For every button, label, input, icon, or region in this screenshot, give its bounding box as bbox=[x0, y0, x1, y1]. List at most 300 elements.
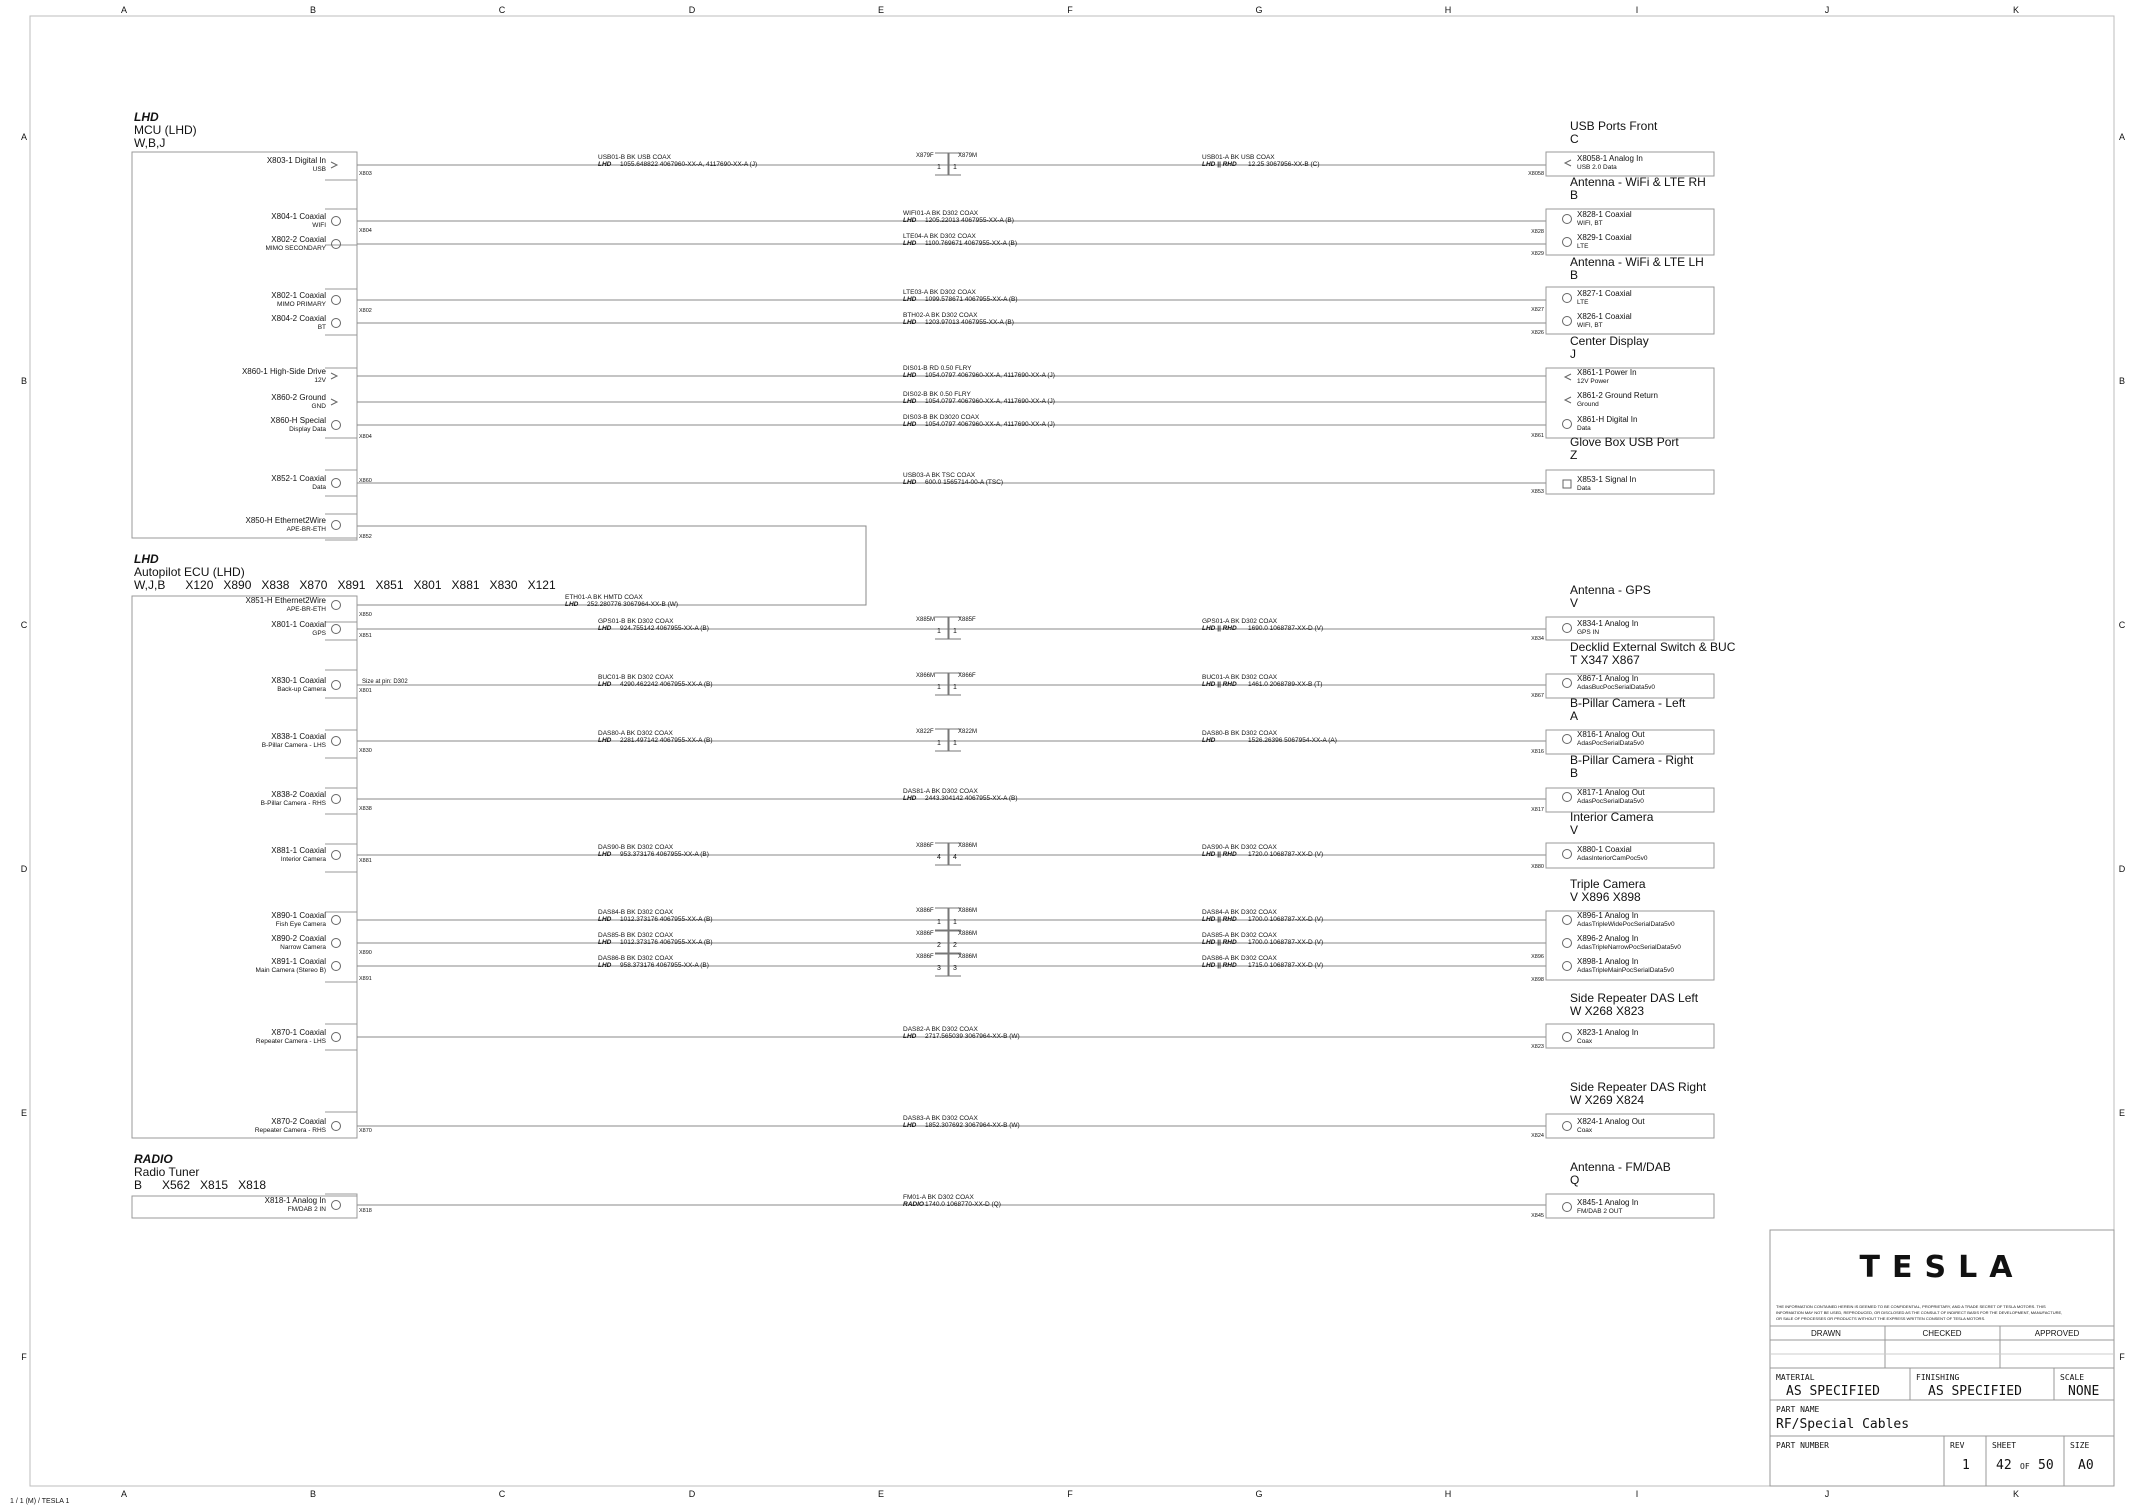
connector-ref: X881 bbox=[359, 858, 372, 864]
wire-spec: DIS02-B BK 0.50 FLRY bbox=[903, 391, 971, 398]
device-options: V bbox=[1570, 823, 1579, 837]
pin-signal: Data bbox=[1577, 485, 1591, 492]
wire-spec: DAS84-B BK D302 COAX bbox=[598, 909, 674, 916]
wire-length-part: 1740.0 1068770-XX-D (Q) bbox=[925, 1201, 1001, 1208]
pin-signal: 12V Power bbox=[1577, 378, 1609, 385]
group-tag: RADIO bbox=[134, 1152, 173, 1166]
connector-ref: X867 bbox=[1531, 693, 1544, 699]
wire-spec: LTE04-A BK D302 COAX bbox=[903, 233, 976, 240]
pin-signal: Data bbox=[312, 484, 326, 491]
device-options: B bbox=[1570, 766, 1579, 780]
pin-signal: BT bbox=[317, 324, 326, 331]
inline-connector-ref: X879F bbox=[916, 153, 934, 159]
wire-length-part: 252.280776 3067964-XX-B (W) bbox=[587, 601, 679, 608]
inline-pin-number: 1 bbox=[953, 919, 957, 926]
pin-name: X801-1 Coaxial bbox=[271, 620, 326, 629]
checked-label: CHECKED bbox=[1922, 1329, 1962, 1338]
wire-harness: LHD || RHD bbox=[1202, 939, 1237, 946]
pin-name: X838-1 Coaxial bbox=[271, 732, 326, 741]
wire-spec: DAS86-B BK D302 COAX bbox=[598, 955, 674, 962]
wire-harness: LHD || RHD bbox=[1202, 625, 1237, 632]
pin-name: X802-1 Coaxial bbox=[271, 291, 326, 300]
grid-col-label: I bbox=[1635, 1489, 1639, 1499]
pin-name: X898-1 Analog In bbox=[1577, 957, 1639, 966]
group-tag: LHD bbox=[134, 552, 159, 566]
pin-name: X896-1 Analog In bbox=[1577, 911, 1639, 920]
device-title: USB Ports Front bbox=[1570, 119, 1658, 133]
grid-row-label: F bbox=[21, 1352, 27, 1362]
device-options: Z bbox=[1570, 448, 1578, 462]
pin-signal: MIMO PRIMARY bbox=[277, 301, 326, 308]
footer-note: 1 / 1 (M) / TESLA 1 bbox=[10, 1498, 70, 1505]
wire-harness: LHD || RHD bbox=[1202, 161, 1237, 168]
wire-spec: BUC01-A BK D302 COAX bbox=[1202, 674, 1278, 681]
pin-name: X804-2 Coaxial bbox=[271, 314, 326, 323]
group-options: W,B,J bbox=[134, 136, 166, 150]
wire-length-part: 953.373176 4067955-XX-A (B) bbox=[620, 851, 709, 858]
inline-pin-number: 1 bbox=[937, 684, 941, 691]
pin-name: X802-2 Coaxial bbox=[271, 235, 326, 244]
inline-connector-ref: X822M bbox=[958, 729, 978, 735]
wire-spec: DAS83-A BK D302 COAX bbox=[903, 1115, 978, 1122]
pin-signal: MIMO SECONDARY bbox=[265, 245, 326, 252]
device-title: Side Repeater DAS Left bbox=[1570, 991, 1699, 1005]
inline-pin-number: 2 bbox=[953, 942, 957, 949]
grid-col-label: K bbox=[2012, 1489, 2020, 1499]
grid-row-label: C bbox=[2118, 620, 2126, 630]
sheet-of: OF bbox=[2020, 1462, 2030, 1471]
device-title: Center Display bbox=[1570, 334, 1649, 348]
inline-connector-ref: X886F bbox=[916, 843, 934, 849]
pin-name: X827-1 Coaxial bbox=[1577, 289, 1632, 298]
connector-ref: X830 bbox=[359, 748, 372, 754]
connector-ref: X834 bbox=[1531, 636, 1544, 642]
wire-harness: LHD bbox=[903, 372, 917, 379]
device-options: T X347 X867 bbox=[1570, 653, 1640, 667]
wire-spec: FM01-A BK D302 COAX bbox=[903, 1194, 974, 1201]
wire-harness: LHD || RHD bbox=[1202, 916, 1237, 923]
grid-col-label: E bbox=[877, 1489, 885, 1499]
rev-value: 1 bbox=[1962, 1458, 1970, 1473]
wire-harness: LHD bbox=[903, 319, 917, 326]
inline-connector-ref: X879M bbox=[958, 153, 978, 159]
inline-connector-ref: X886F bbox=[916, 954, 934, 960]
device-title: Antenna - GPS bbox=[1570, 583, 1651, 597]
wire-harness: LHD bbox=[598, 737, 612, 744]
device-options: A bbox=[1570, 709, 1579, 723]
pin-name: X804-1 Coaxial bbox=[271, 212, 326, 221]
connector-ref: X804 bbox=[359, 228, 372, 234]
wire-harness: LHD || RHD bbox=[1202, 962, 1237, 969]
part-number-label: PART NUMBER bbox=[1776, 1441, 1829, 1450]
wire-length-part: 1715.0 1068787-XX-D (V) bbox=[1248, 962, 1324, 969]
pin-signal: Coax bbox=[1577, 1038, 1593, 1045]
pin-signal: LTE bbox=[1577, 243, 1589, 250]
wire-length-part: 1054.0797 4067960-XX-A, 4117690-XX-A (J) bbox=[925, 372, 1055, 379]
size-label: SIZE bbox=[2070, 1441, 2090, 1450]
inline-connector-ref: X886M bbox=[958, 908, 978, 914]
inline-pin-number: 3 bbox=[937, 965, 941, 972]
grid-row-label: B bbox=[2118, 376, 2126, 386]
scale-label: SCALE bbox=[2060, 1373, 2085, 1382]
pin-name: X861-2 Ground Return bbox=[1577, 391, 1658, 400]
wire-harness: LHD bbox=[903, 795, 917, 802]
part-name-label: PART NAME bbox=[1776, 1405, 1820, 1414]
device-options: B bbox=[1570, 268, 1579, 282]
pin-name: X870-2 Coaxial bbox=[271, 1117, 326, 1126]
scale-value: NONE bbox=[2068, 1384, 2100, 1399]
wire-harness: LHD bbox=[903, 217, 917, 224]
pin-signal: APE-BR-ETH bbox=[286, 606, 326, 613]
wire-harness: RADIO bbox=[903, 1201, 924, 1208]
confidential-notice-3: OR SALE OF PROCESSES OR PRODUCTS WITHOUT THE EXPRESS WRITTEN CONSENT OF TESLA MOTORS. bbox=[1776, 1316, 1986, 1321]
pin-signal: WIFI, BT bbox=[1577, 220, 1603, 227]
wire-spec: USB03-A BK TSC COAX bbox=[903, 472, 976, 479]
inline-pin-number: 1 bbox=[953, 684, 957, 691]
group-title: Autopilot ECU (LHD) bbox=[134, 565, 245, 579]
wire-spec: BTH02-A BK D302 COAX bbox=[903, 312, 978, 319]
pin-name: X851-H Ethernet2Wire bbox=[245, 596, 326, 605]
wire-length-part: 1700.0 1068787-XX-D (V) bbox=[1248, 916, 1324, 923]
grid-row-label: D bbox=[2118, 864, 2126, 874]
tesla-logo bbox=[1860, 1250, 2025, 1285]
pin-signal: WIFI, BT bbox=[1577, 322, 1603, 329]
pin-signal: FM/DAB 2 OUT bbox=[1577, 1208, 1623, 1215]
finishing-label: FINISHING bbox=[1916, 1373, 1960, 1382]
wire-harness: LHD bbox=[598, 625, 612, 632]
grid-col-label: K bbox=[2012, 5, 2020, 15]
wire-harness: LHD bbox=[903, 479, 917, 486]
inline-connector-ref: X822F bbox=[916, 729, 934, 735]
grid-row-label: E bbox=[20, 1108, 28, 1118]
wire-length-part: 12.25 3067956-XX-B (C) bbox=[1248, 161, 1320, 168]
wire-length-part: 600.0 1565714-00-A (TSC) bbox=[925, 479, 1004, 486]
device-title: Interior Camera bbox=[1570, 810, 1654, 824]
inline-pin-number: 4 bbox=[953, 854, 957, 861]
pin-signal: AdasTripleNarrowPocSerialData5v0 bbox=[1577, 944, 1681, 951]
wire-length-part: 1054.0797 4067960-XX-A, 4117690-XX-A (J) bbox=[925, 398, 1055, 405]
wire-harness: LHD bbox=[598, 939, 612, 946]
inline-connector-ref: X866F bbox=[958, 673, 976, 679]
pin-name: X828-1 Coaxial bbox=[1577, 210, 1632, 219]
group-options: W,J,B X120 X890 X838 X870 X891 X851 X801 X881 X830 X121 bbox=[134, 578, 556, 592]
wire-spec: DAS81-A BK D302 COAX bbox=[903, 788, 978, 795]
inline-connector-ref: X886M bbox=[958, 843, 978, 849]
wire-spec: DAS90-A BK D302 COAX bbox=[1202, 844, 1277, 851]
pin-name: X830-1 Coaxial bbox=[271, 676, 326, 685]
pin-signal: Back-up Camera bbox=[277, 686, 326, 693]
pin-name: X861-H Digital In bbox=[1577, 415, 1638, 424]
device-title: B-Pillar Camera - Left bbox=[1570, 696, 1686, 710]
pin-signal: Coax bbox=[1577, 1127, 1593, 1134]
connector-ref: X845 bbox=[1531, 1213, 1544, 1219]
wire-spec: DAS85-A BK D302 COAX bbox=[1202, 932, 1277, 939]
pin-name: X8058-1 Analog In bbox=[1577, 154, 1643, 163]
confidential-notice-2: INFORMATION MAY NOT BE USED, REPRODUCED, OR DISCLOSED AS THE CONSULT OF INDIRECT BASIS FOR THE DEVELOPMENT, MANUFACTURE, bbox=[1776, 1310, 2063, 1315]
pin-name: X818-1 Analog In bbox=[264, 1196, 326, 1205]
pin-name: X861-1 Power In bbox=[1577, 368, 1637, 377]
wire-spec: DIS03-B BK D3020 COAX bbox=[903, 414, 980, 421]
wire-length-part: 958.373176 4067955-XX-A (B) bbox=[620, 962, 709, 969]
size-note: Size at pin: D302 bbox=[362, 679, 408, 685]
grid-col-label: J bbox=[1824, 1489, 1830, 1499]
wire-length-part: 1100.769671 4067955-XX-A (B) bbox=[925, 240, 1018, 247]
wire-length-part: 2281.497142 4067955-XX-A (B) bbox=[620, 737, 713, 744]
wire-harness: LHD || RHD bbox=[1202, 681, 1237, 688]
wire-harness: LHD bbox=[903, 1033, 917, 1040]
finishing-value: AS SPECIFIED bbox=[1928, 1384, 2022, 1399]
inline-connector-ref: X885F bbox=[958, 617, 976, 623]
wire-spec: GPS01-B BK D302 COAX bbox=[598, 618, 674, 625]
connector-ref: X851 bbox=[359, 633, 372, 639]
pin-name: X896-2 Analog In bbox=[1577, 934, 1639, 943]
device-title: Antenna - WiFi & LTE RH bbox=[1570, 175, 1706, 189]
drawn-label: DRAWN bbox=[1811, 1329, 1841, 1338]
grid-col-label: C bbox=[498, 1489, 506, 1499]
pin-name: X852-1 Coaxial bbox=[271, 474, 326, 483]
material-value: AS SPECIFIED bbox=[1786, 1384, 1880, 1399]
material-label: MATERIAL bbox=[1776, 1373, 1815, 1382]
pin-name: X891-1 Coaxial bbox=[271, 957, 326, 966]
wire-harness: LHD bbox=[598, 962, 612, 969]
connector-ref: X890 bbox=[359, 950, 372, 956]
device-title: Triple Camera bbox=[1570, 877, 1646, 891]
wire-harness: LHD bbox=[903, 240, 917, 247]
pin-name: X824-1 Analog Out bbox=[1577, 1117, 1645, 1126]
grid-col-label: G bbox=[1255, 5, 1263, 15]
device-options: V X896 X898 bbox=[1570, 890, 1641, 904]
device-title: B-Pillar Camera - Right bbox=[1570, 753, 1694, 767]
pin-signal: Repeater Camera - LHS bbox=[255, 1038, 326, 1045]
wire-harness: LHD bbox=[903, 296, 917, 303]
pin-signal: USB 2.0 Data bbox=[1577, 164, 1617, 171]
device-options: Q bbox=[1570, 1173, 1580, 1187]
wire-spec: ETH01-A BK HMTD COAX bbox=[565, 594, 643, 601]
pin-name: X838-2 Coaxial bbox=[271, 790, 326, 799]
pin-name: X845-1 Analog In bbox=[1577, 1198, 1639, 1207]
pin-signal: GPS bbox=[312, 630, 326, 637]
pin-signal: AdasBucPocSerialData5v0 bbox=[1577, 684, 1656, 691]
pin-signal: AdasPocSerialData5v0 bbox=[1577, 798, 1644, 805]
pin-name: X829-1 Coaxial bbox=[1577, 233, 1632, 242]
grid-row-label: F bbox=[2119, 1352, 2125, 1362]
pin-name: X850-H Ethernet2Wire bbox=[245, 516, 326, 525]
wire-length-part: 1852.307692 3067964-XX-B (W) bbox=[925, 1122, 1020, 1129]
wire-length-part: 1526.26396 5067954-XX-A (A) bbox=[1248, 737, 1337, 744]
pin-signal: Interior Camera bbox=[280, 856, 326, 863]
inline-connector-ref: X885M bbox=[916, 617, 936, 623]
grid-col-label: A bbox=[120, 1489, 128, 1499]
group-tag: LHD bbox=[134, 110, 159, 124]
device-title: Decklid External Switch & BUC bbox=[1570, 640, 1736, 654]
pin-signal: LTE bbox=[1577, 299, 1589, 306]
inline-pin-number: 1 bbox=[937, 740, 941, 747]
grid-row-label: A bbox=[2118, 132, 2126, 142]
pin-name: X880-1 Coaxial bbox=[1577, 845, 1632, 854]
connector-ref: X803 bbox=[359, 171, 372, 177]
connector-ref: X827 bbox=[1531, 307, 1544, 313]
inline-pin-number: 1 bbox=[953, 628, 957, 635]
inline-connector-ref: X886F bbox=[916, 908, 934, 914]
wire-spec: USB01-B BK USB COAX bbox=[598, 154, 671, 161]
wire-length-part: 1205.22013 4067955-XX-A (B) bbox=[925, 217, 1014, 224]
wire-spec: DIS01-B RD 0.50 FLRY bbox=[903, 365, 972, 372]
approved-label: APPROVED bbox=[2034, 1329, 2080, 1338]
connector-ref: X850 bbox=[359, 612, 372, 618]
pin-name: X826-1 Coaxial bbox=[1577, 312, 1632, 321]
title-block bbox=[1770, 1230, 2114, 1486]
device-options: V bbox=[1570, 596, 1579, 610]
wire-harness: LHD bbox=[1202, 737, 1216, 744]
connector-ref: X8058 bbox=[1528, 171, 1544, 177]
grid-col-label: G bbox=[1255, 1489, 1263, 1499]
pin-signal: AdasTripleWidePocSerialData5v0 bbox=[1577, 921, 1675, 928]
wire-spec: DAS80-A BK D302 COAX bbox=[598, 730, 673, 737]
inline-connector-ref: X886M bbox=[958, 954, 978, 960]
wire-length-part: 4290.462242 4067955-XX-A (B) bbox=[620, 681, 713, 688]
pin-signal: FM/DAB 2 IN bbox=[287, 1206, 326, 1213]
grid-col-label: A bbox=[120, 5, 128, 15]
wire-length-part: 924.755142 4067955-XX-A (B) bbox=[620, 625, 709, 632]
device-title: Antenna - WiFi & LTE LH bbox=[1570, 255, 1704, 269]
device-options: W X269 X824 bbox=[1570, 1093, 1645, 1107]
inline-connector-ref: X886M bbox=[958, 931, 978, 937]
group-title: Radio Tuner bbox=[134, 1165, 200, 1179]
grid-col-label: E bbox=[877, 5, 885, 15]
pin-signal: Main Camera (Stereo B) bbox=[255, 967, 326, 974]
pin-signal: Ground bbox=[1577, 401, 1599, 408]
connector-ref: X823 bbox=[1531, 1044, 1544, 1050]
grid-row-label: D bbox=[20, 864, 28, 874]
device-title: Glove Box USB Port bbox=[1570, 435, 1679, 449]
wire-harness: LHD bbox=[598, 161, 612, 168]
connector-ref: X898 bbox=[1531, 977, 1544, 983]
wire-spec: GPS01-A BK D302 COAX bbox=[1202, 618, 1278, 625]
wire-length-part: 1700.0 1068787-XX-D (V) bbox=[1248, 939, 1324, 946]
pin-name: X867-1 Analog In bbox=[1577, 674, 1639, 683]
pin-signal: AdasPocSerialData5v0 bbox=[1577, 740, 1644, 747]
device-options: C bbox=[1570, 132, 1579, 146]
wire-length-part: 2717.565039 3067964-XX-B (W) bbox=[925, 1033, 1020, 1040]
wire-length-part: 1099.578671 4067955-XX-A (B) bbox=[925, 296, 1018, 303]
connector-ref: X829 bbox=[1531, 251, 1544, 257]
grid-col-label: I bbox=[1635, 5, 1639, 15]
grid-row-label: A bbox=[20, 132, 28, 142]
wire-harness: LHD bbox=[598, 916, 612, 923]
pin-name: X816-1 Analog Out bbox=[1577, 730, 1645, 739]
pin-name: X870-1 Coaxial bbox=[271, 1028, 326, 1037]
connector-ref: X804 bbox=[359, 434, 372, 440]
wire-length-part: 2443.304142 4067955-XX-A (B) bbox=[925, 795, 1018, 802]
wire-harness: LHD bbox=[903, 421, 917, 428]
device-title: Side Repeater DAS Right bbox=[1570, 1080, 1707, 1094]
sheet-total: 50 bbox=[2038, 1458, 2054, 1473]
inline-pin-number: 1 bbox=[937, 164, 941, 171]
connector-ref: X801 bbox=[359, 688, 372, 694]
inline-pin-number: 4 bbox=[937, 854, 941, 861]
connector-ref: X828 bbox=[1531, 229, 1544, 235]
wire-spec: LTE03-A BK D302 COAX bbox=[903, 289, 976, 296]
connector-ref: X861 bbox=[1531, 433, 1544, 439]
wire-harness: LHD bbox=[565, 601, 579, 608]
grid-col-label: B bbox=[309, 1489, 317, 1499]
grid-col-label: H bbox=[1444, 1489, 1452, 1499]
connector-ref: X816 bbox=[1531, 749, 1544, 755]
size-value: A0 bbox=[2078, 1458, 2094, 1473]
pin-signal: B-Pillar Camera - RHS bbox=[260, 800, 326, 807]
pin-name: X890-2 Coaxial bbox=[271, 934, 326, 943]
grid-col-label: J bbox=[1824, 5, 1830, 15]
wire-length-part: 1720.0 1068787-XX-D (V) bbox=[1248, 851, 1324, 858]
pin-signal: 12V bbox=[314, 377, 326, 384]
device-options: W X268 X823 bbox=[1570, 1004, 1645, 1018]
connector-ref: X817 bbox=[1531, 807, 1544, 813]
device-options: J bbox=[1570, 347, 1576, 361]
inline-pin-number: 2 bbox=[937, 942, 941, 949]
pin-name: X853-1 Signal In bbox=[1577, 475, 1637, 484]
wire-harness: LHD || RHD bbox=[1202, 851, 1237, 858]
pin-name: X881-1 Coaxial bbox=[271, 846, 326, 855]
wire-length-part: 1054.0797 4067960-XX-A, 4117690-XX-A (J) bbox=[925, 421, 1055, 428]
sheet-number: 42 bbox=[1996, 1458, 2012, 1473]
grid-col-label: D bbox=[688, 1489, 696, 1499]
connector-ref: X870 bbox=[359, 1128, 372, 1134]
device-options: B bbox=[1570, 188, 1579, 202]
rev-label: REV bbox=[1950, 1441, 1965, 1450]
pin-name: X860-1 High-Side Drive bbox=[241, 367, 326, 376]
wire-harness: LHD bbox=[598, 681, 612, 688]
grid-col-label: D bbox=[688, 5, 696, 15]
pin-name: X803-1 Digital In bbox=[266, 156, 326, 165]
grid-col-label: H bbox=[1444, 5, 1452, 15]
pin-signal: USB bbox=[312, 166, 326, 173]
wire-spec: DAS86-A BK D302 COAX bbox=[1202, 955, 1277, 962]
wire-spec: DAS82-A BK D302 COAX bbox=[903, 1026, 978, 1033]
pin-signal: AdasInteriorCamPoc5v0 bbox=[1577, 855, 1648, 862]
connector-ref: X852 bbox=[359, 534, 372, 540]
pin-signal: Data bbox=[1577, 425, 1591, 432]
confidential-notice-1: THE INFORMATION CONTAINED HEREIN IS DEEMED TO BE CONFIDENTIAL, PROPRIETARY, AND A TRADE SECRET OF TESLA MOTORS. THIS bbox=[1776, 1304, 2046, 1309]
grid-col-label: C bbox=[498, 5, 506, 15]
wire-length-part: 1012.373176 4067955-XX-A (B) bbox=[620, 939, 713, 946]
grid-row-label: C bbox=[20, 620, 28, 630]
group-options: B X562 X815 X818 bbox=[134, 1178, 267, 1192]
sheet-label: SHEET bbox=[1992, 1441, 2017, 1450]
pin-signal: Narrow Camera bbox=[280, 944, 326, 951]
wire-spec: USB01-A BK USB COAX bbox=[1202, 154, 1275, 161]
grid-col-label: F bbox=[1067, 5, 1073, 15]
pin-signal: B-Pillar Camera - LHS bbox=[261, 742, 326, 749]
pin-name: X860-2 Ground bbox=[271, 393, 326, 402]
connector-ref: X853 bbox=[1531, 489, 1544, 495]
inline-pin-number: 1 bbox=[953, 164, 957, 171]
group-title: MCU (LHD) bbox=[134, 123, 197, 137]
wire-length-part: 1461.0 2068789-XX-B (T) bbox=[1248, 681, 1323, 688]
pin-name: X817-1 Analog Out bbox=[1577, 788, 1645, 797]
wire-spec: DAS84-A BK D302 COAX bbox=[1202, 909, 1277, 916]
part-name-value: RF/Special Cables bbox=[1776, 1417, 1910, 1432]
wire-spec: DAS80-B BK D302 COAX bbox=[1202, 730, 1278, 737]
pin-name: X834-1 Analog In bbox=[1577, 619, 1639, 628]
inline-pin-number: 1 bbox=[937, 919, 941, 926]
inline-pin-number: 1 bbox=[937, 628, 941, 635]
connector-ref: X802 bbox=[359, 308, 372, 314]
inline-connector-ref: X886F bbox=[916, 931, 934, 937]
pin-signal: AdasTripleMainPocSerialData5v0 bbox=[1577, 967, 1674, 974]
inline-pin-number: 1 bbox=[953, 740, 957, 747]
wire-length-part: 1690.0 1068787-XX-D (V) bbox=[1248, 625, 1324, 632]
grid-row-label: B bbox=[20, 376, 28, 386]
